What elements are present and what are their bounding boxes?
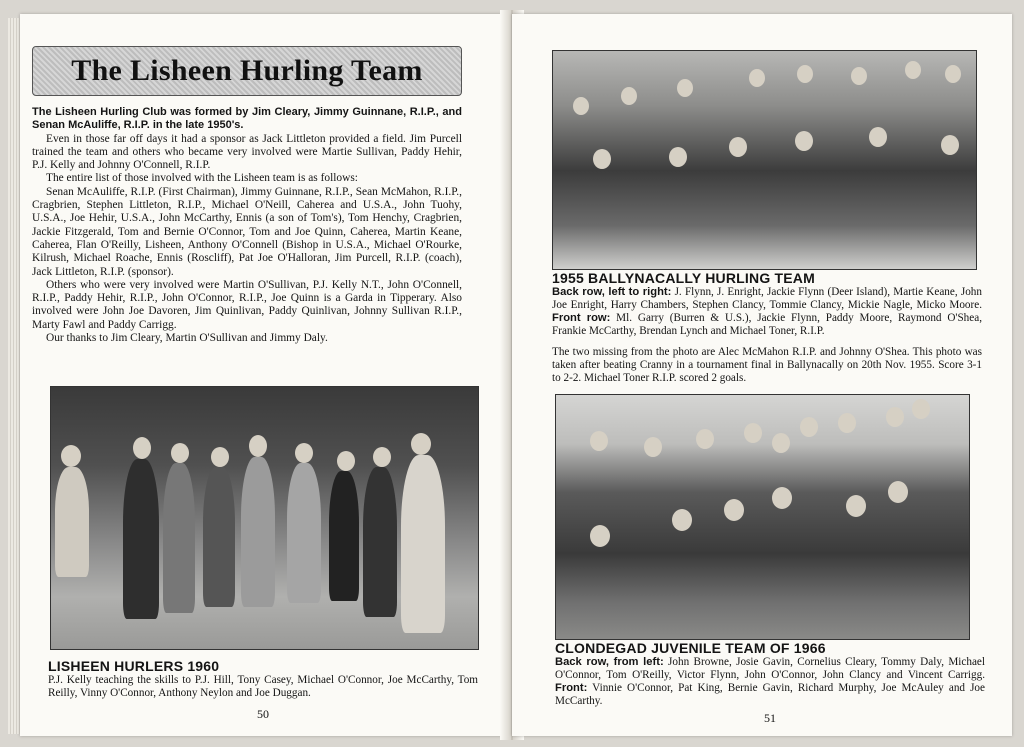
article-paragraph: Even in those far off days it had a sponsor as Jack Littleton provided a field. Jim Purcell trained the team and others who became very involved were Martie Sullivan, Paddy Hehir, P.J. Kelly and Johnny O'Connell, R.I.P. — [32, 132, 462, 172]
article-body — [32, 106, 462, 345]
caption-label: Front: — [555, 682, 588, 694]
page-number-left: 50 — [257, 707, 269, 721]
article-paragraph: Our thanks to Jim Cleary, Martin O'Sullivan and Jimmy Daly. — [46, 332, 328, 345]
page-number-right: 51 — [764, 711, 776, 725]
lisheen-photo-caption-text: P.J. Kelly teaching the skills to P.J. Hill, Tony Casey, Michael O'Connor, Joe McCarthy, Tom Reilly, Vinny O'Connor, Anthony Neylon and Joe Duggan. — [48, 674, 478, 699]
ballynacally-caption-title: 1955 BALLYNACALLY HURLING TEAM — [552, 270, 815, 286]
clondegad-caption-title: CLONDEGAD JUVENILE TEAM OF 1966 — [555, 640, 826, 656]
ballynacally-caption-note: The two missing from the photo are Alec McMahon R.I.P. and Johnny O'Shea. This photo was taken after beating Cranny in a tournament final in Ballynacally on 20th Nov. 1955. Score 3-1 to 2-2. Michael Toner R.I.P. scored 2 goals. — [552, 346, 982, 384]
article-intro: The Lisheen Hurling Club was formed by Jim Cleary, Jimmy Guinnane, R.I.P., and Senan McAuliffe, R.I.P. in the late 1950's. — [32, 106, 462, 132]
lisheen-photo-caption-title: LISHEEN HURLERS 1960 — [48, 658, 220, 674]
article-paragraph: The entire list of those involved with the Lisheen team is as follows: — [46, 172, 358, 185]
article-paragraph: Others who were very involved were Martin O'Sullivan, P.J. Kelly N.T., John O'Connell, R.I.P., Paddy Hehir, R.I.P., John O'Connor, R.I.P., Joe Quinn is a Garda in Tipperary. Also involved were John Joe Davoren, Jim Quinlivan, Paddy Quinlivan, Johnny Sullivan R.I.P., Marty Fawl and Paddy Carrigg. — [32, 278, 462, 331]
caption-label: Back row, left to right: — [552, 286, 672, 298]
lisheen-hurlers-photo — [50, 386, 479, 650]
ballynacally-caption-text — [552, 286, 982, 338]
clondegad-team-photo — [555, 394, 970, 640]
ballynacally-team-photo — [552, 50, 977, 270]
page-title: The Lisheen Hurling Team — [71, 54, 423, 87]
caption-names: J. Flynn, J. Enright, Jackie Flynn (Deer Island), Martie Keane, John Joe Enright, Harry Chambers, Stephen Clancy, Tommie Clancy, Mickie Nagle, Micko Moore. — [552, 286, 982, 311]
clondegad-caption-text — [555, 656, 985, 708]
caption-names: John Browne, Josie Gavin, Cornelius Cleary, Tommy Daly, Michael O'Connor, Tom O'Reilly, Victor Flynn, John O'Connor, John Clancy and Vincent Carrigg. — [555, 656, 985, 681]
caption-label: Front row: — [552, 312, 611, 324]
article-paragraph: Senan McAuliffe, R.I.P. (First Chairman), Jimmy Guinnane, R.I.P., Sean McMahon, R.I.P., Cragbrien, Stephen Littleton, R.I.P., Michael O'Neill, Caherea and U.S.A., John Tuohy, U.S.A., Joe Hehir, U.S.A., John McCarthy, Ennis (a son of Tom's), Tom Henchy, Cragbrien, Jackie Fitzgerald, Tom and Bernie O'Connor, Tom and Joe Quinn, Caherea, Martin Keane, Caherea, Flan O'Reilly, Lisheen, Anthony O'Connell (Bishop in U.S.A., Michael O'Rourke, Kilrush, Michael Roache, Ennis (Roscliff), Pat Joe O'Halloran, Jim Purcell, R.I.P. (coach), Jack Littleton, R.I.P. (sponsor). — [32, 185, 462, 278]
caption-names: Vinnie O'Connor, Pat King, Bernie Gavin, Richard Murphy, Joe McAuley and Joe McCarthy. — [555, 682, 985, 707]
caption-names: Ml. Garry (Burren & U.S.), Jackie Flynn, Paddy Moore, Raymond O'Shea, Frankie McCarthy, Brendan Lynch and Michael Toner, R.I.P. — [552, 312, 982, 337]
caption-label: Back row, from left: — [555, 656, 664, 668]
title-banner — [32, 46, 462, 96]
